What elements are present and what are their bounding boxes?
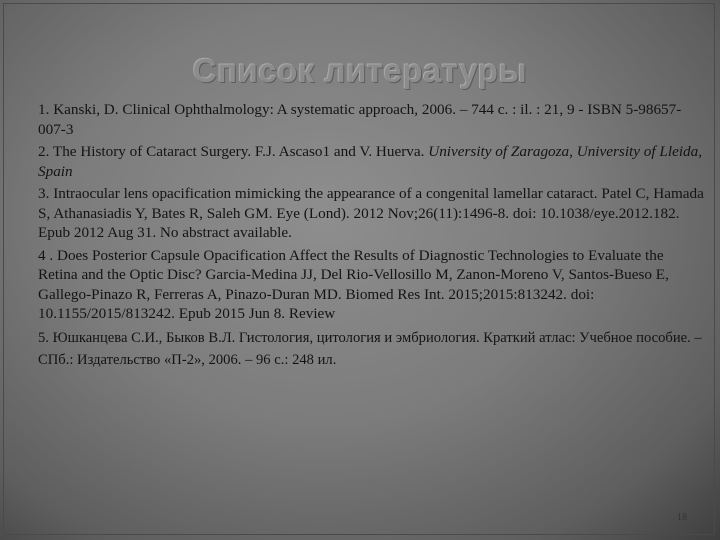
reference-item-1 (38, 100, 706, 139)
reference-item-3 (38, 184, 706, 243)
reference-list (38, 100, 706, 374)
slide-title: Список литературы (192, 52, 528, 89)
reference-item-5 (38, 327, 706, 371)
reference-text: 1. Kanski, D. Clinical Ophthalmology: A systematic approach, 2006. – 744 с. : il. : 21, 9 - ISBN 5-98657-007-3 (38, 101, 682, 138)
reference-item-2 (38, 142, 706, 181)
reference-text: 2. The History of Cataract Surgery. F.J. Ascaso1 and V. Huerva. (38, 143, 429, 160)
reference-item-4 (38, 246, 706, 324)
reference-text: 5. Юшканцева С.И., Быков В.Л. Гистология, цитология и эмбриология. Краткий атлас: Учебное пособие. – СПб.: Издательство «П-2», 2006. – 96 с.: 248 ил. (38, 329, 702, 368)
reference-affiliation: University of Zaragoza, University of Lleida, Spain (38, 143, 703, 180)
reference-text: 3. Intraocular lens opacification mimicking the appearance of a congenital lamellar cataract. Patel C, Hamada S, Athanasiadis Y, Bates R, Saleh GM. Eye (Lond). 2012 Nov;26(11):1496-8. doi: 10.1038/eye.2012.182. Epub 2012 Aug 31. No abstract available. (38, 185, 704, 241)
page-number: 18 (677, 512, 687, 523)
reference-text: 4 . Does Posterior Capsule Opacification Affect the Results of Diagnostic Technologies to Evaluate the Retina and the Optic Disc? Garcia-Medina JJ, Del Rio-Vellosillo M, Zanon-Moreno V, Santos-Bueso E, Gallego-Pinazo R, Ferreras A, Pinazo-Duran MD. Biomed Res Int. 2015;2015:813242. doi: 10.1155/2015/813242. Epub 2015 Jun 8. Review (38, 246, 669, 322)
